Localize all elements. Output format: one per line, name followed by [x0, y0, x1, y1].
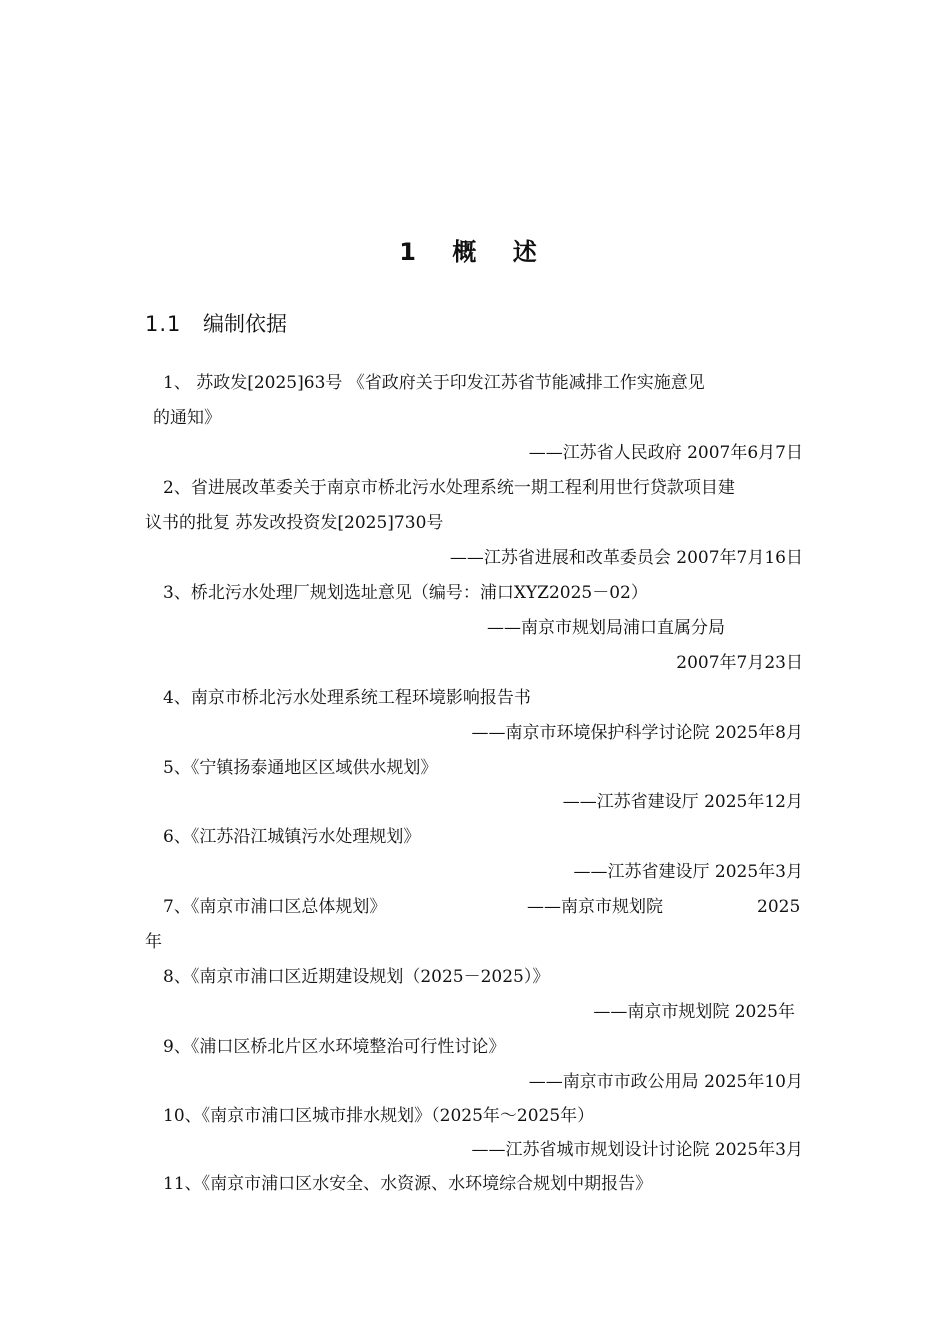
ref-source: ——江苏省人民政府 2007年6月7日 [528, 443, 803, 463]
chapter-title: 1 概 述 [399, 238, 551, 266]
ref-source: ——南京市规划局浦口直属分局 [487, 618, 725, 638]
ref-source: ——南京市环境保护科学讨论院 2025年8月 [471, 723, 803, 743]
ref-line: 11、《南京市浦口区水安全、水资源、水环境综合规划中期报告》 [163, 1174, 653, 1194]
ref-line: 4、南京市桥北污水处理系统工程环境影响报告书 [163, 688, 531, 708]
section-title: 编制依据 [203, 312, 287, 336]
ref-line: 10、《南京市浦口区城市排水规划》（2025年～2025年） [163, 1106, 595, 1126]
ref-line: 6、《江苏沿江城镇污水处理规划》 [163, 827, 421, 847]
ref-source: ——江苏省进展和改革委员会 2007年7月16日 [449, 548, 803, 568]
ref-source: ——南京市市政公用局 2025年10月 [528, 1072, 803, 1092]
ref-line: 3、桥北污水处理厂规划选址意见（编号：浦口XYZ2025－02） [163, 583, 648, 603]
ref-line: 2、省进展改革委关于南京市桥北污水处理系统一期工程利用世行贷款项目建 [163, 478, 735, 498]
ref-line: 9、《浦口区桥北片区水环境整治可行性讨论》 [163, 1037, 506, 1057]
ref-line: 议书的批复 苏发改投资发[2025]730号 [145, 513, 444, 533]
ref-source: ——江苏省建设厅 2025年12月 [562, 792, 803, 812]
ref-line: 7、《南京市浦口区总体规划》 [163, 897, 387, 917]
ref-source: ——江苏省城市规划设计讨论院 2025年3月 [471, 1140, 803, 1160]
ref-line: 8、《南京市浦口区近期建设规划（2025－2025）》 [163, 967, 550, 987]
ref-date: 年 [145, 932, 162, 952]
ref-source: ——江苏省建设厅 2025年3月 [573, 862, 803, 882]
ref-date: 2025 [757, 897, 801, 917]
ref-source: ——南京市规划院 2025年 [593, 1002, 795, 1022]
ref-line: 5、《宁镇扬泰通地区区域供水规划》 [163, 758, 438, 778]
ref-line: 的通知》 [153, 408, 221, 428]
ref-source: ——南京市规划院 [527, 897, 663, 917]
ref-line: 1、 苏政发[2025]63号 《省政府关于印发江苏省节能减排工作实施意见 [163, 373, 705, 393]
section-heading [145, 308, 287, 338]
section-number: 1.1 [145, 312, 182, 336]
ref-date: 2007年7月23日 [676, 653, 803, 673]
